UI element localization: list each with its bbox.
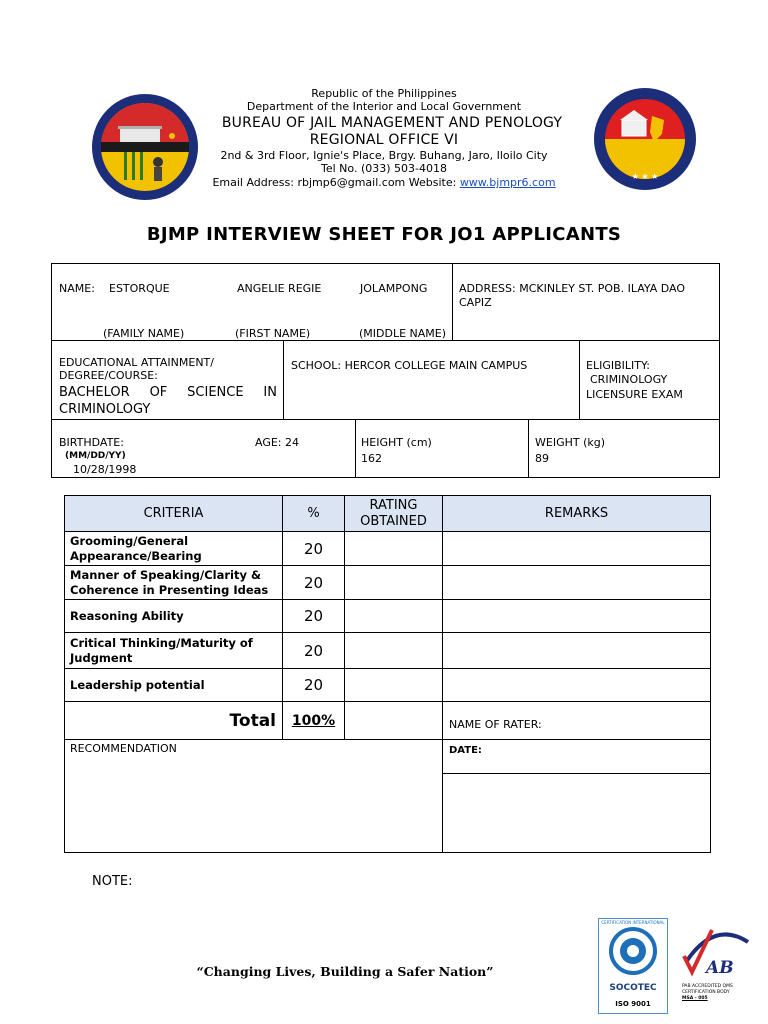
eligibility-line2: LICENSURE EXAM [586,388,683,401]
criteria-line2: Judgment [70,650,133,665]
rating-cell[interactable] [345,566,443,600]
weight-value: 89 [535,452,549,465]
name-label: NAME: [59,282,95,295]
rating-cell[interactable] [345,532,443,566]
birthdate-format: (MM/DD/YY) [65,451,126,461]
socotec-iso-logo [598,918,668,1014]
header-contact [0,177,768,190]
rating-header [345,496,443,532]
header-republic: Republic of the Philippines [311,87,457,100]
recommendation-cell[interactable] [65,740,443,853]
criteria-cell [65,566,283,600]
criteria-line1: Manner of Speaking/Clarity & [70,568,262,583]
criteria-line2: Coherence in Presenting Ideas [70,582,269,597]
website-link[interactable]: www.bjmpr6.com [459,176,556,189]
socotec-arc-text: CERTIFICATION INTERNATIONAL [601,920,665,925]
total-value: 100% [283,702,345,740]
height-label: HEIGHT (cm) [361,436,432,449]
pab-text: AB [706,958,734,978]
criteria-line2: Appearance/Bearing [70,548,202,563]
header-address: 2nd & 3rd Floor, Ignie's Place, Brgy. Buhang, Jaro, Iloilo City [220,149,548,162]
table-row [65,600,711,633]
address-label: ADDRESS: MCKINLEY ST. POB. ILAYA DAO [459,282,686,295]
percent-header: % [283,496,345,532]
remarks-cell[interactable] [443,669,711,702]
rating-header-line2: OBTAINED [360,513,427,529]
criteria-line1: Grooming/General [70,534,189,549]
date-cell[interactable] [443,740,711,774]
header-tel: Tel No. (033) 503-4018 [321,162,447,175]
remarks-cell[interactable] [443,566,711,600]
family-name-caption: (FAMILY NAME) [103,327,185,340]
date-label: DATE: [449,745,482,756]
course-line2: CRIMINOLOGY [59,401,151,417]
total-rating-cell[interactable] [345,702,443,740]
criteria-line1: Leadership potential [70,677,205,692]
pab-caption-1: PAB ACCREDITED QMS [682,984,733,989]
pab-caption-2: CERTIFICATION BODY [682,990,730,995]
pab-caption-3: MSA - 005 [682,996,708,1001]
criteria-cell [65,600,283,633]
education-label: EDUCATIONAL ATTAINMENT/ [59,356,214,369]
note-label: NOTE: [92,874,133,889]
total-label: Total [65,702,283,740]
header-agency: BUREAU OF JAIL MANAGEMENT AND PENOLOGY [221,115,563,131]
remarks-cell[interactable] [443,600,711,633]
rater-cell[interactable] [443,702,711,740]
criteria-table [64,495,711,853]
percent-cell: 20 [283,633,345,669]
criteria-line1: Critical Thinking/Maturity of [70,636,253,651]
rating-cell[interactable] [345,669,443,702]
svg-text:★ ★ ★: ★ ★ ★ [631,172,659,181]
table-row [65,566,711,600]
middle-name-value: JOLAMPONG [360,282,428,295]
eligibility-label: ELIGIBILITY: [586,359,650,372]
course-value [59,385,277,419]
rating-header-line1: RATING [369,497,418,513]
family-name-value: ESTORQUE [109,282,170,295]
signature-cell[interactable] [443,774,711,853]
table-row [65,532,711,566]
header-office: REGIONAL OFFICE VI [309,132,459,148]
remarks-cell[interactable] [443,633,711,669]
page-title: BJMP INTERVIEW SHEET FOR JO1 APPLICANTS [146,224,622,245]
percent-cell: 20 [283,532,345,566]
header-email: Email Address: rbjmp6@gmail.com Website: [212,176,460,189]
remarks-cell[interactable] [443,532,711,566]
birthdate-label: BIRTHDATE: [59,436,124,449]
course-line1: BACHELOR OF SCIENCE IN [59,385,277,400]
first-name-caption: (FIRST NAME) [235,327,311,340]
first-name-value: ANGELIE REGIE [237,282,322,295]
percent-cell: 20 [283,669,345,702]
table-row [65,669,711,702]
recommendation-label: RECOMMENDATION [70,742,177,755]
percent-cell: 20 [283,566,345,600]
degree-label: DEGREE/COURSE: [59,369,158,382]
eligibility-line1: CRIMINOLOGY [590,373,668,386]
weight-label: WEIGHT (kg) [535,436,606,449]
iso-text: ISO 9001 [615,1000,651,1008]
socotec-text: SOCOTEC [609,983,657,993]
rater-label: NAME OF RATER: [449,717,542,731]
criteria-cell [65,669,283,702]
school-value: SCHOOL: HERCOR COLLEGE MAIN CAMPUS [291,359,528,372]
middle-name-caption: (MIDDLE NAME) [359,327,447,340]
criteria-line1: Reasoning Ability [70,608,184,623]
birthdate-value: 10/28/1998 [73,463,137,476]
pab-logo [678,922,750,1018]
criteria-cell [65,532,283,566]
criteria-cell [65,633,283,669]
address-line2: CAPIZ [459,296,492,309]
remarks-header: REMARKS [443,496,711,532]
rating-cell[interactable] [345,600,443,633]
age-value: AGE: 24 [255,436,300,449]
table-row [65,633,711,669]
criteria-header: CRITERIA [65,496,283,532]
tagline: “Changing Lives, Building a Safer Nation” [196,964,494,979]
header-department: Department of the Interior and Local Government [246,100,522,113]
percent-cell: 20 [283,600,345,633]
height-value: 162 [361,452,382,465]
rating-cell[interactable] [345,633,443,669]
